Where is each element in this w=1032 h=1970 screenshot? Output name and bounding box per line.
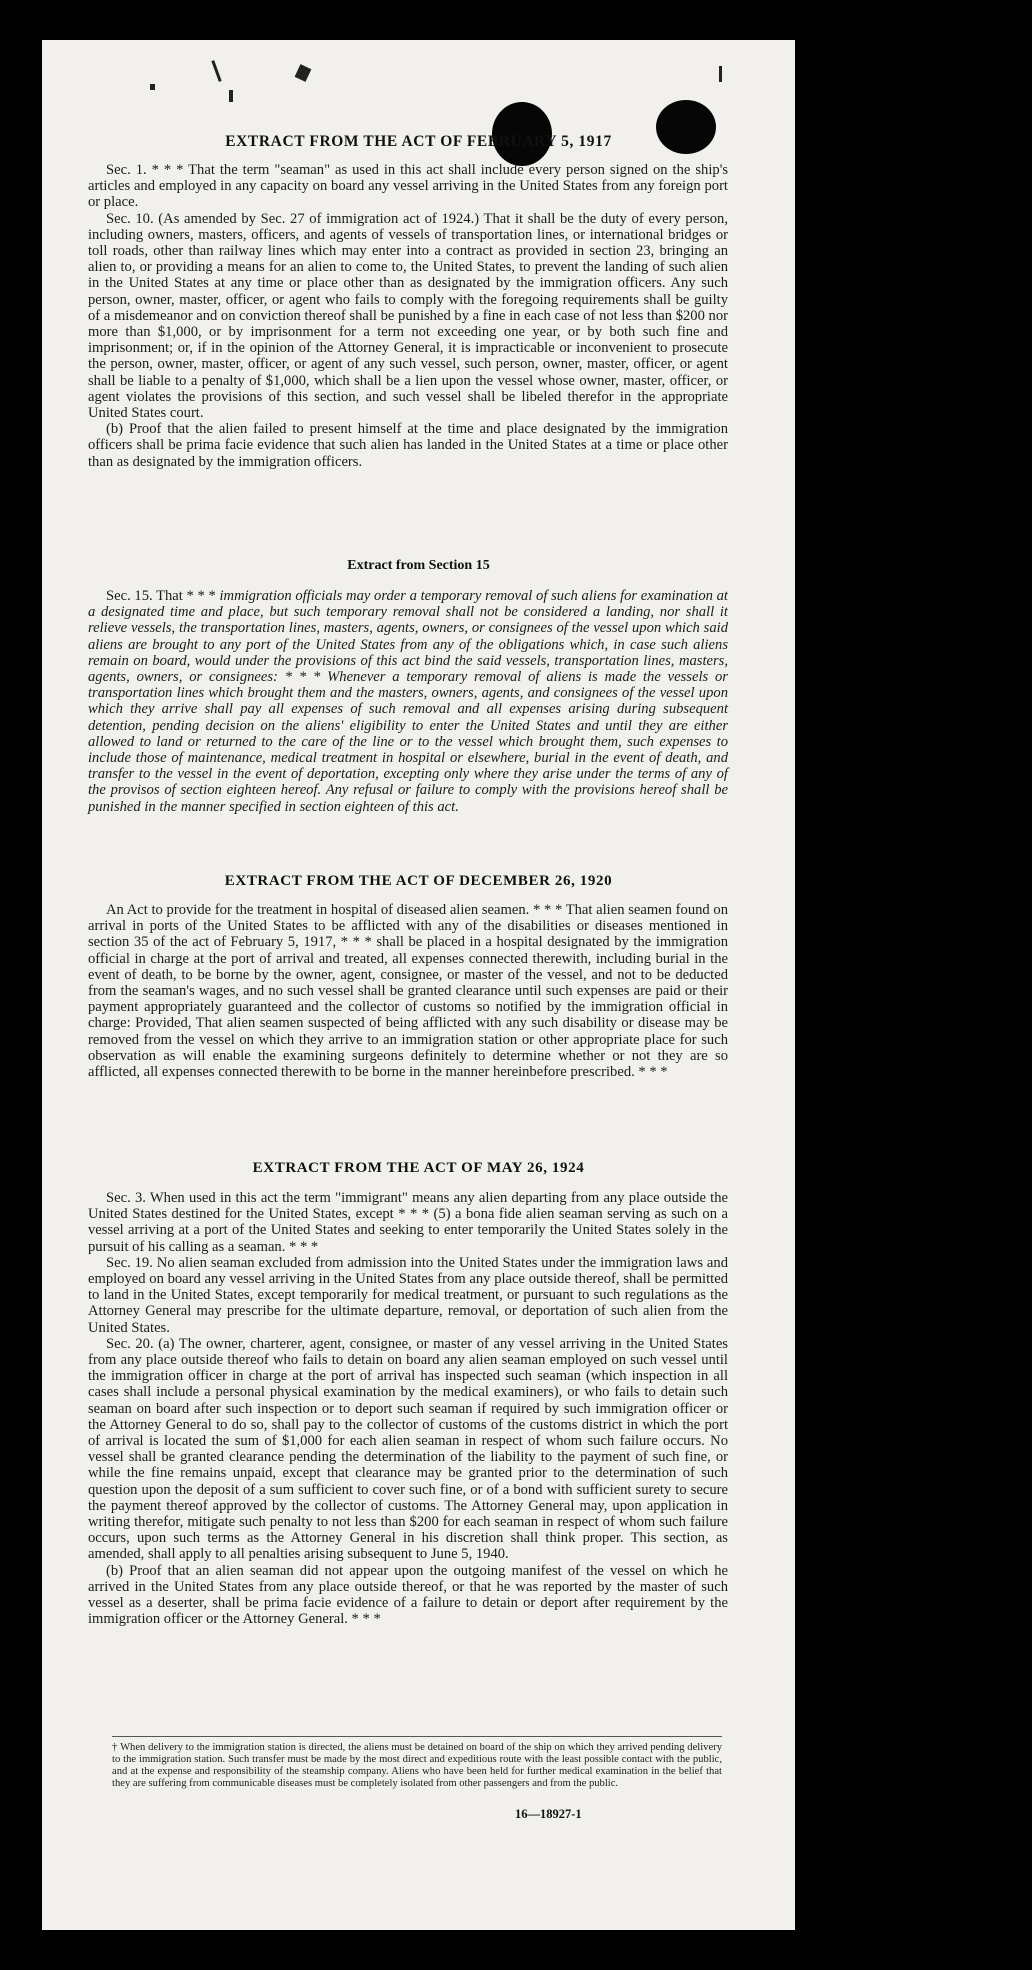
document-number: 16—18927-1	[515, 1807, 582, 1821]
act-1920-text: An Act to provide for the treatment in hospital of diseased alien seamen. * * * That alien seamen found on arrival in ports of the United States to be afflicted with any of the disabilities or diseases mentioned in section 35 of the act of February 5, 1917, * * * shall be placed in a hospital designated by the immigration official in charge at the port of arrival and treated, all expenses connected therewith, including burial in the event of death, to be borne by the owner, agent, consignee, or master of the vessel, and not to be deducted from the seaman's wages, and no such vessel shall be granted clearance until such expenses are paid or their payment appropriately guaranteed and the collector of customs so notified by the immigration official in charge: Provided, That alien seamen suspected of being afflicted with any such disability or disease may be removed from the vessel on which they arrive to an immigration station or other appropriate place for such observation as will enable the examining surgeons definitely to determine whether or not they are so afflicted, all expenses connected therewith to be borne in the manner hereinbefore prescribed. * * *	[88, 902, 728, 1081]
section-15-body: immigration officials may order a temporary removal of such aliens for examination at a designated time and place, but such temporary removal shall not be considered a landing, nor shall it relieve vessels, the transportation lines, masters, agents, owners, or consignees of the vessel upon which said aliens are brought to any port of the United States from any of the obligations which, in case such aliens remain on board, would under the provisions of this act bind the said vessels, transportation lines, masters, agents, owners, or consignees: * * * Whenever a temporary removal of aliens is made the vessels or transportation lines which brought them and the masters, owners, agents, and consignees of the vessel upon which they arrive shall pay all expenses of such removal and all expenses arising during subsequent detention, pending decision on the aliens' eligibility to enter the United States and until they are either allowed to land or returned to the care of the line or to the vessel which brought them, such expenses to include those of maintenance, medical treatment in hospital or elsewhere, burial in the event of death, and transfer to the vessel in the event of deportation, excepting only where they arise under the terms of any of the provisos of section eighteen hereof. Any refusal or failure to comply with the provisions hereof shall be punished in the manner specified in section eighteen of this act.	[88, 588, 728, 815]
footnote-rule	[112, 1736, 722, 1737]
stray-mark	[719, 66, 722, 82]
heading-act-1917: EXTRACT FROM THE ACT OF FEBRUARY 5, 1917	[225, 133, 612, 150]
section-19-text: Sec. 19. No alien seaman excluded from admission into the United States under the immigration laws and employed on board any vessel arriving in the United States from any place outside thereof, shall be permitted to land in the United States, except temporarily for medical treatment, or pursuant to such regulations as the Attorney General may prescribe for the ultimate departure, removal, or deportation of such alien from the United States.	[88, 1254, 728, 1336]
section-15-extract	[88, 588, 728, 815]
heading-act-1920: EXTRACT FROM THE ACT OF DECEMBER 26, 1920	[224, 873, 613, 889]
section-15-text	[88, 588, 728, 815]
stray-mark	[229, 90, 233, 102]
section-20a-text: Sec. 20. (a) The owner, charterer, agent, consignee, or master of any vessel arriving in the United States from any place outside thereof who fails to detain on board any alien seaman employed on such vessel until the immigration officer in charge at the port of arrival has inspected such seaman (which inspection in all cases shall include a personal physical examination by the medical examiners), or who fails to detain such seaman on board after such inspection or to deport such seaman if required by such immigration officer or the Attorney General to do so, shall pay to the collector of customs of the customs district in which the port of arrival is located the sum of $1,000 for each alien seaman in respect of whom such failure occurs. No vessel shall be granted clearance pending the determination of the liability to the payment of such fine, or while the fine remains unpaid, except that clearance may be granted prior to the determination of such question upon the deposit of a sum sufficient to cover such fine, or of a bond with sufficient surety to secure the payment thereof approved by the collector of customs. The Attorney General may, upon application in writing therefor, mitigate such penalty to not less than $200 for each seaman in respect of whom such failure occurs, upon such terms as the Attorney General in his discretion shall think proper. This section, as amended, shall apply to all penalties arising subsequent to June 5, 1940.	[88, 1335, 728, 1563]
section-10-text: Sec. 10. (As amended by Sec. 27 of immigration act of 1924.) That it shall be the duty of every person, including owners, masters, officers, and agents of vessels of transportation lines, or international bridges or toll roads, other than railway lines which may enter into a contract as provided in section 23, bringing an alien to, or providing a means for an alien to come to, the United States, to prevent the landing of such alien in the United States at any time or place other than as designated by the immigration officers. Any such person, owner, master, officer, or agent who fails to comply with the foregoing requirements shall be guilty of a misdemeanor and on conviction thereof shall be punished by a fine in each case of not less than $200 nor more than $1,000, or by imprisonment for a term not exceeding one year, or by both such fine and imprisonment; or, if in the opinion of the Attorney General, it is impracticable or inconvenient to prosecute the person, owner, master, officer, or agent of any such vessel, such person, owner, master, officer, or agent shall be liable to a penalty of $1,000, which shall be a lien upon the vessel whose owner, master, officer, or agent violates the provisions of this section, and such vessel shall be libeled therefor in the appropriate United States court.	[88, 210, 728, 422]
heading-act-1924: EXTRACT FROM THE ACT OF MAY 26, 1924	[252, 1160, 585, 1176]
section-20b-text: (b) Proof that an alien seaman did not appear upon the outgoing manifest of the vessel on which he arrived in the United States from any place outside thereof, or that he was reported by the master of such vessel as a deserter, shall be prima facie evidence of a failure to detain or deport after requirement by the immigration officer or the Attorney General. * * *	[88, 1562, 728, 1628]
section-10b-text: (b) Proof that the alien failed to present himself at the time and place designated by the immigration officers shall be prima facie evidence that such alien has landed in the United States at a time or place other than as designated by the immigration officers.	[88, 421, 728, 470]
section-3-text: Sec. 3. When used in this act the term "immigrant" means any alien departing from any place outside the United States destined for the United States, except * * * (5) a bona fide alien seaman serving as such on a vessel arriving at a port of the United States and seeking to enter temporarily the United States solely in the pursuit of his calling as a seaman. * * *	[88, 1190, 728, 1255]
act-1917-extract	[88, 162, 728, 470]
act-1920-extract	[88, 902, 728, 1080]
stray-mark	[150, 84, 155, 90]
act-1924-extract	[88, 1190, 728, 1627]
heading-section-15: Extract from Section 15	[347, 558, 490, 573]
footnote: † When delivery to the immigration station is directed, the aliens must be detained on board of the ship on which they arrived pending delivery to the immigration station. Such transfer must be made by the most direct and expeditious route with the least possible contact with the public, and at the expense and responsibility of the steamship company. Aliens who have been held for further medical examination in the belief that they are suffering from communicable diseases must be completely isolated from other passengers and from the public.	[112, 1742, 722, 1789]
section-15-lead: Sec. 15. That * * *	[106, 588, 220, 604]
section-1-text: Sec. 1. * * * That the term "seaman" as used in this act shall include every person signed on the ship's articles and employed in any capacity on board any vessel arriving in the United States from any foreign port or place.	[88, 162, 728, 211]
